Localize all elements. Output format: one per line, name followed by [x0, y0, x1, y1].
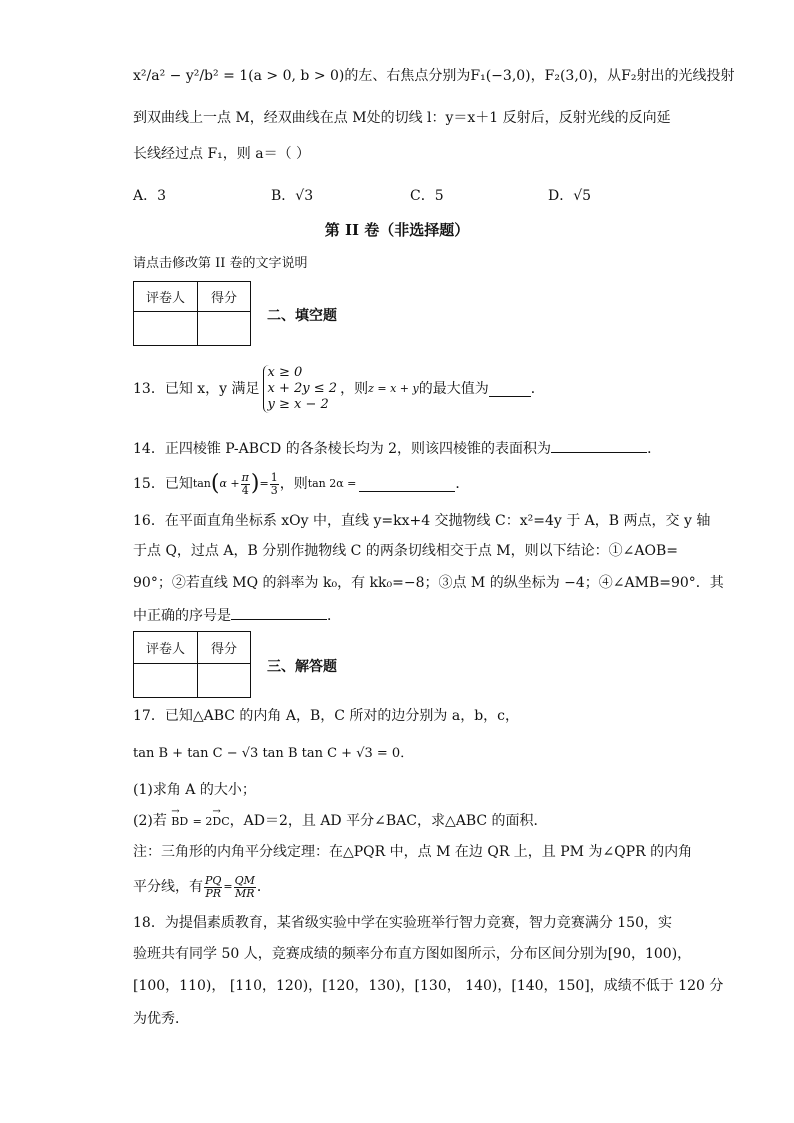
frac-pq-pr — [204, 875, 222, 900]
grader-header: 评卷人 — [134, 282, 198, 312]
q12-text-b: ，从F₂射出的光线投射 — [593, 68, 735, 84]
q18-line2: 验班共有同学 50 人，竞赛成绩的频率分布直方图如图所示，分布区间分别为[90，100)， — [133, 946, 692, 962]
q17-line1: 17．已知△ABC 的内角 A，B，C 所对的边分别为 a，b，c， — [133, 708, 520, 724]
q13 — [133, 356, 545, 422]
pi-num: π — [241, 470, 249, 484]
pi-den: 4 — [241, 483, 249, 497]
q13-end: ． — [530, 381, 545, 397]
q13-text: 13．已知 x，y 满足 — [133, 381, 260, 397]
q16-line4 — [133, 605, 341, 626]
vector-dc: → DC — [212, 812, 229, 832]
frac-qm-mr — [234, 875, 256, 900]
q13-text-3: 的最大值为 — [418, 381, 489, 397]
tan-fn: tan — [192, 477, 211, 490]
focus-f1: F₁(−3,0) — [470, 68, 531, 84]
q13-text-2: ，则 — [340, 381, 369, 397]
q12-text-a: 的左、右焦点分别为 — [344, 68, 471, 84]
score-cell[interactable] — [198, 664, 251, 698]
section-title: 第 II 卷（非选择题） — [324, 221, 470, 239]
q16-line2: 于点 Q，过点 A，B 分别作抛物线 C 的两条切线相交于点 M，则以下结论：①∠AOB= — [133, 543, 678, 559]
q17-note-end: ． — [256, 879, 271, 895]
q17-text-b: ，AD＝2，且 AD 平分∠BAC，求△ABC 的面积． — [229, 813, 548, 829]
frac-mr: MR — [235, 886, 255, 900]
q14-end: ． — [647, 441, 662, 457]
q12-option-a: A．3 — [133, 188, 167, 204]
q18-line4: 为优秀． — [133, 1011, 189, 1027]
q15-end: ． — [455, 476, 470, 492]
paren-close: ) — [250, 471, 260, 496]
grader-header: 评卷人 — [134, 632, 198, 664]
q12-line2: 到双曲线上一点 M，经双曲线在点 M处的切线 l：y＝x＋1 反射后，反射光线的反向延 — [133, 110, 671, 126]
section-heading-fill-blank: 二、填空题 — [267, 308, 337, 324]
hyperbola-condition: (a > 0, b > 0) — [248, 68, 345, 84]
q18-line3: [100，110)， [110，120)，[120，130)，[130， 140)，[140，150]，成绩不低于 120 分 — [133, 978, 724, 994]
answer-blank-16[interactable] — [231, 605, 327, 620]
score-cell[interactable] — [198, 312, 251, 346]
q14 — [133, 438, 661, 459]
q17-note-line1: 注：三角形的内角平分线定理：在△PQR 中，点 M 在边 QR 上，且 PM 为∠QPR 的内角 — [133, 844, 693, 860]
frac-num: 1 — [270, 470, 278, 484]
hyperbola-equation: x²/a² − y²/b² = 1 — [133, 68, 249, 84]
score-table-1 — [133, 281, 251, 346]
score-table-2 — [133, 631, 251, 698]
q16-line1: 16．在平面直角坐标系 xOy 中，直线 y=kx+4 交抛物线 C：x²=4y 于 A，B 两点，交 y 轴 — [133, 513, 711, 529]
q17-line3: (1)求角 A 的大小； — [133, 782, 256, 798]
grader-cell[interactable] — [134, 312, 198, 346]
q16-text: 中正确的序号是 — [133, 608, 231, 624]
q17-line4 — [133, 811, 548, 832]
frac-equals: = — [223, 880, 233, 893]
q18-line1: 18．为提倡素质教育，某省级实验中学在实验班举行智力竞赛，智力竞赛满分 150，实 — [133, 915, 672, 931]
q14-text: 14．正四棱锥 P-ABCD 的各条棱长均为 2，则该四棱锥的表面积为 — [133, 441, 552, 457]
q12-option-b: B．√3 — [271, 188, 314, 204]
focus-f2: F₂(3,0) — [544, 68, 594, 84]
q16-end: ． — [327, 608, 341, 624]
q15-text: 15．已知 — [133, 476, 193, 492]
q17-line2: tan B + tan C − √3 tan B tan C + √3 = 0． — [133, 746, 414, 761]
q12-line1 — [133, 66, 734, 86]
constraint-2: x + 2y ≤ 2 — [267, 381, 338, 396]
one-third — [270, 472, 279, 497]
answer-blank-15[interactable] — [359, 477, 455, 492]
q17-text-a: (2)若 — [133, 813, 167, 829]
q12-option-c: C．5 — [410, 188, 444, 204]
q17-note-text: 平分线，有 — [133, 879, 203, 895]
score-header: 得分 — [198, 282, 251, 312]
frac-qm: QM — [234, 873, 255, 887]
section-note: 请点击修改第 II 卷的文字说明 — [133, 256, 308, 271]
answer-blank-14[interactable] — [551, 438, 647, 453]
vec-eq: = 2 — [192, 815, 213, 828]
tan2a-expr: tan 2α = — [307, 477, 357, 490]
pi-over-4 — [241, 472, 250, 497]
answer-blank-13[interactable] — [489, 382, 531, 397]
objective-expr: z = x + y — [368, 382, 419, 395]
q17-note-line2 — [133, 870, 271, 904]
constraint-3: y ≥ x − 2 — [267, 397, 329, 412]
constraint-1: x ≥ 0 — [267, 365, 303, 380]
constraint-system — [263, 365, 338, 413]
vector-bd: → BD — [171, 812, 188, 832]
q12-option-d: D．√5 — [548, 188, 592, 204]
q15-text-2: ，则 — [279, 476, 308, 492]
alpha-term: α + — [219, 477, 240, 490]
frac-pr: PR — [205, 886, 222, 900]
section-heading-solve: 三、解答题 — [267, 659, 337, 675]
grader-cell[interactable] — [134, 664, 198, 698]
q16-line3: 90°；②若直线 MQ 的斜率为 k₀，有 kk₀=−8；③点 M 的纵坐标为 −4；④∠AMB=90°．其 — [133, 575, 724, 591]
frac-den: 3 — [270, 483, 278, 497]
q15 — [133, 467, 469, 501]
frac-pq: PQ — [205, 873, 222, 887]
q12-line3: 长线经过点 F₁，则 a＝（ ） — [133, 146, 311, 162]
equals: = — [259, 477, 269, 490]
q12-sep: ， — [530, 68, 545, 84]
score-header: 得分 — [198, 632, 251, 664]
paren-open: ( — [210, 471, 220, 496]
